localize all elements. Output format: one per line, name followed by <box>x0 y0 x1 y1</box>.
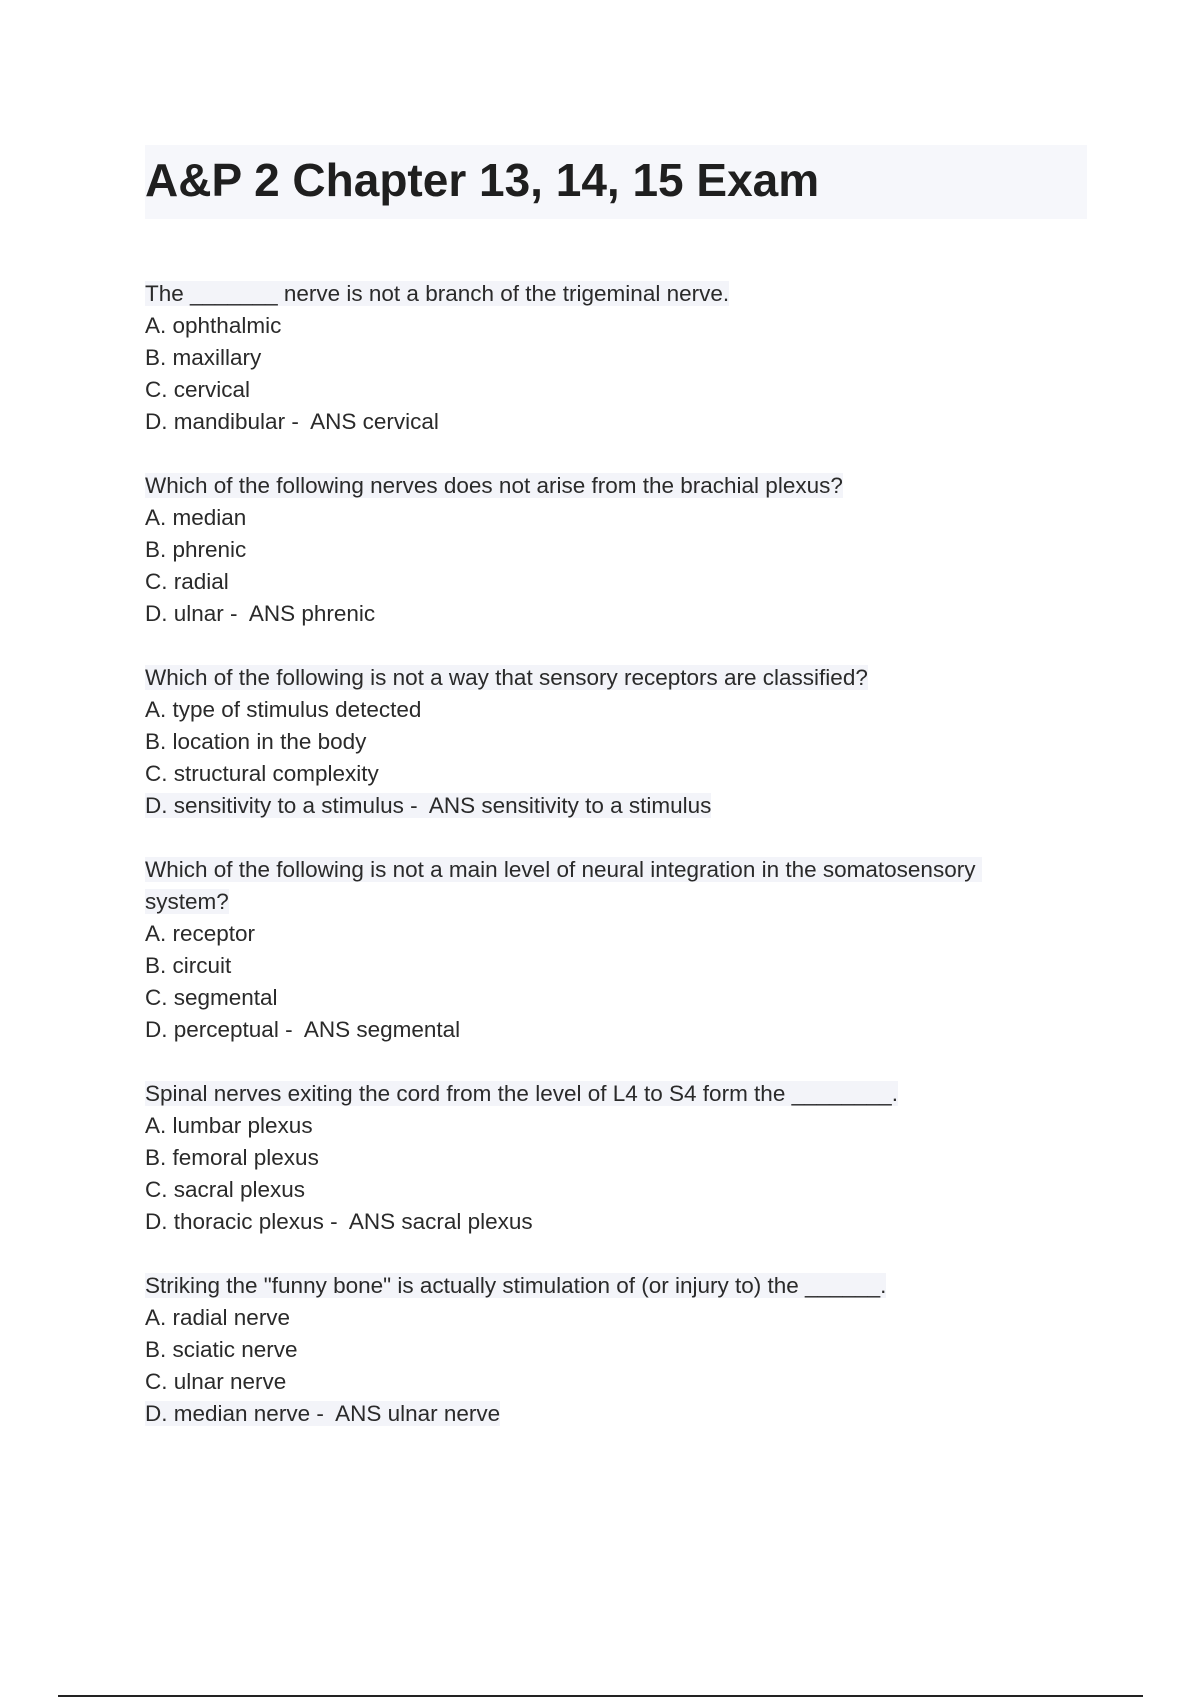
question-stem-text: Which of the following is not a way that sensory receptors are classified? <box>145 665 868 690</box>
answer-separator: - <box>278 1017 304 1042</box>
question-stem <box>145 854 1045 918</box>
question-stem <box>145 1270 1045 1302</box>
answer-text: ANS cervical <box>310 409 439 434</box>
answer-separator: - <box>285 409 311 434</box>
question-1 <box>145 278 1045 438</box>
option-a: A. radial nerve <box>145 1305 291 1330</box>
option-b: B. femoral plexus <box>145 1145 319 1170</box>
answer-separator: - <box>223 601 249 626</box>
question-6 <box>145 1270 1045 1430</box>
answer-text: ANS sensitivity to a stimulus <box>428 793 712 818</box>
question-stem <box>145 278 1045 310</box>
option-a: A. lumbar plexus <box>145 1113 313 1138</box>
option-c: C. sacral plexus <box>145 1177 306 1202</box>
option-c: C. radial <box>145 569 229 594</box>
answer-separator: - <box>310 1401 336 1426</box>
option-b: B. location in the body <box>145 729 367 754</box>
option-d: D. ulnar <box>145 601 224 626</box>
document-title: A&P 2 Chapter 13, 14, 15 Exam <box>145 154 820 206</box>
question-stem <box>145 662 1045 694</box>
option-d: D. sensitivity to a stimulus <box>145 793 404 818</box>
option-a: A. ophthalmic <box>145 313 282 338</box>
question-stem-text: The _______ nerve is not a branch of the trigeminal nerve. <box>145 281 730 306</box>
option-d-row <box>145 406 1045 438</box>
option-d-row <box>145 1014 1045 1046</box>
question-stem-text: Spinal nerves exiting the cord from the level of L4 to S4 form the ________. <box>145 1081 898 1106</box>
option-d-row <box>145 1206 1045 1238</box>
question-5 <box>145 1078 1045 1238</box>
option-b: B. circuit <box>145 953 232 978</box>
question-4 <box>145 854 1045 1046</box>
title-box <box>145 145 1087 219</box>
option-a: A. median <box>145 505 247 530</box>
option-d: D. perceptual <box>145 1017 279 1042</box>
option-a: A. type of stimulus detected <box>145 697 422 722</box>
option-d: D. thoracic plexus <box>145 1209 324 1234</box>
answer-text: ANS segmental <box>303 1017 461 1042</box>
question-stem <box>145 1078 1045 1110</box>
answer-text: ANS ulnar nerve <box>335 1401 501 1426</box>
question-stem-text: Striking the "funny bone" is actually stimulation of (or injury to) the ______. <box>145 1273 887 1298</box>
answer-separator: - <box>323 1209 349 1234</box>
answer-separator: - <box>403 793 429 818</box>
question-3 <box>145 662 1045 822</box>
option-c: C. ulnar nerve <box>145 1369 287 1394</box>
question-stem-text: Which of the following nerves does not arise from the brachial plexus? <box>145 473 843 498</box>
question-stem-text: Which of the following is not a main level of neural integration in the somatosensory system? <box>145 857 982 914</box>
option-b: B. sciatic nerve <box>145 1337 298 1362</box>
option-b: B. phrenic <box>145 537 247 562</box>
answer-text: ANS phrenic <box>248 601 376 626</box>
option-d: D. median nerve <box>145 1401 311 1426</box>
option-d-row <box>145 1398 1045 1430</box>
option-d-row <box>145 790 1045 822</box>
option-d-row <box>145 598 1045 630</box>
answer-text: ANS sacral plexus <box>348 1209 533 1234</box>
option-a: A. receptor <box>145 921 256 946</box>
question-list <box>145 278 1045 1462</box>
option-c: C. segmental <box>145 985 278 1010</box>
option-d: D. mandibular <box>145 409 286 434</box>
footer-rule <box>58 1695 1143 1697</box>
option-c: C. cervical <box>145 377 251 402</box>
option-b: B. maxillary <box>145 345 262 370</box>
question-2 <box>145 470 1045 630</box>
option-c: C. structural complexity <box>145 761 379 786</box>
question-stem <box>145 470 1045 502</box>
